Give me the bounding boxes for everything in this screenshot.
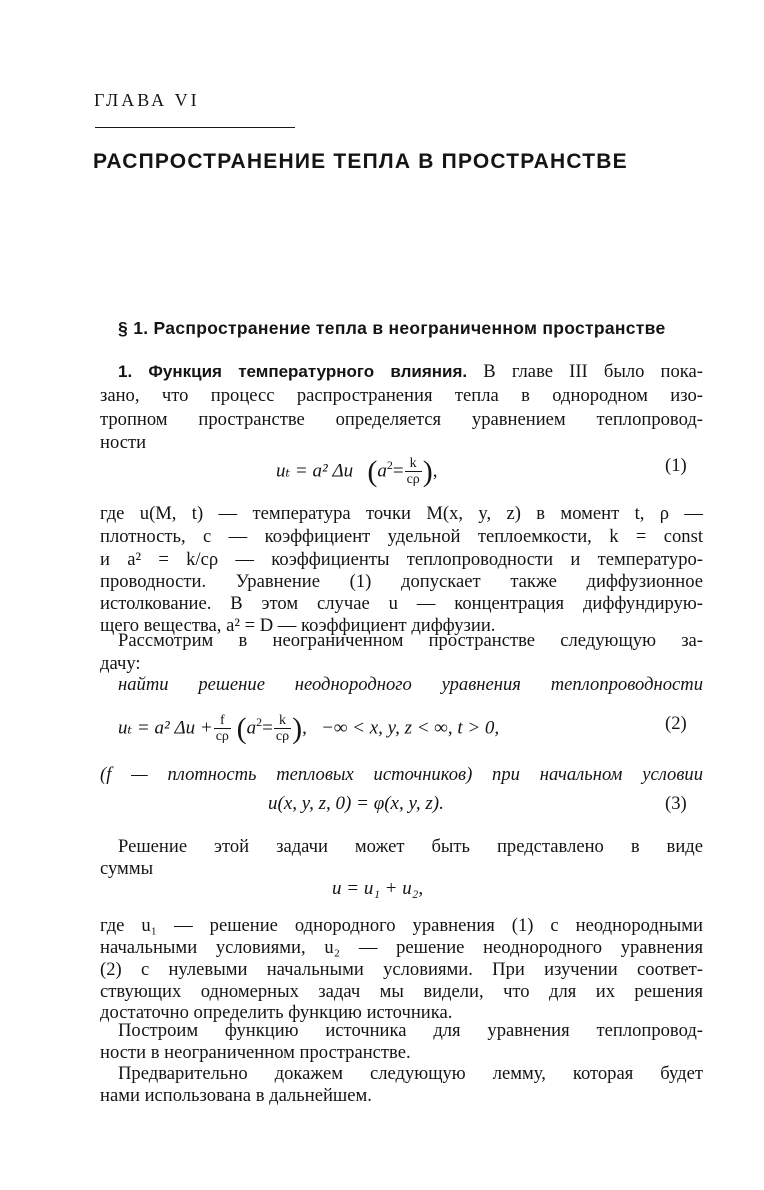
paragraph-line: зано, что процесс распространения тепла в однородном изо- (100, 385, 703, 406)
equation-lhs: uₜ = a² Δu + (118, 717, 213, 739)
paragraph-line: найти решение неоднородного уравнения теплопроводности (118, 674, 703, 695)
fraction-numerator: k (274, 713, 291, 729)
paragraph-line: (f — плотность тепловых источников) при начальном условии (100, 764, 703, 785)
equation-number-2: (2) (665, 713, 687, 734)
fraction (214, 713, 231, 744)
paragraph-line: суммы (100, 858, 154, 879)
paragraph-line: плотность, c — коэффициент удельной теплоемкости, k = const (100, 526, 703, 547)
paragraph-line: где u(M, t) — температура точки M(x, y, z) в момент t, ρ — (100, 503, 703, 524)
paragraph-line: ности (100, 432, 147, 453)
chapter-rule (95, 127, 295, 128)
paragraph-line: Рассмотрим в неограниченном пространстве следующую за- (118, 630, 703, 651)
equation-lhs: uₜ = a² Δu (276, 460, 354, 482)
equation-4 (332, 876, 423, 902)
fraction-denominator: cρ (406, 472, 420, 488)
fraction-denominator: cρ (215, 729, 229, 745)
fraction (405, 456, 422, 487)
paragraph-line: где u₁ — решение однородного уравнения (1) с неоднородными (100, 915, 703, 936)
equation-1: uₜ = a² Δu ($a^2=$ $\frac{k}{c\rho}$ ), (276, 454, 438, 488)
paragraph-line: ности в неограниченном пространстве. (100, 1042, 411, 1063)
paragraph-line: (2) с нулевыми начальными условиями. При изучении соответ- (100, 959, 703, 980)
equation-number-3: (3) (665, 793, 687, 814)
paragraph-line: ствующих одномерных задач мы видели, что для их решения (100, 981, 703, 1002)
fraction-denominator: cρ (275, 729, 290, 745)
paragraph-line: щего вещества, a² = D — коэффициент диффузии. (100, 615, 496, 636)
chapter-label: ГЛАВА VI (94, 90, 200, 110)
section-title: § 1. Распространение тепла в неограниченном пространстве (118, 318, 666, 338)
equation-condition: −∞ < x, y, z < ∞, t > 0, (321, 717, 500, 739)
fraction-numerator: k (405, 456, 422, 472)
paragraph-line: нами использована в дальнейшем. (100, 1085, 372, 1106)
text-span: В главе III было пока- (483, 361, 703, 382)
equation-number-1: (1) (665, 455, 687, 476)
paragraph-line: и a² = k/cρ — коэффициенты теплопроводности и температуро- (100, 549, 703, 570)
paragraph-line: Решение этой задачи может быть представлено в виде (118, 836, 703, 857)
paragraph-lead: 1. Функция температурного влияния. (118, 362, 468, 381)
paragraph-line: тропном пространстве определяется уравнением теплопровод- (100, 409, 703, 430)
paragraph-line: достаточно определить функцию источника. (100, 1002, 453, 1023)
equation-body: u = u₁ + u₂, (332, 878, 424, 899)
equation-2: uₜ = a² Δu + $\frac{f}{c\rho}$ ($a^2=$ $\frac{k}{c\rho}$ ), −∞ < x, y, z < ∞, t > 0, (118, 711, 500, 745)
fraction-numerator: f (214, 713, 231, 729)
equation-body: u(x, y, z, 0) = φ(x, y, z). (268, 793, 444, 814)
paragraph-line: Предварительно докажем следующую лемму, которая будет (118, 1063, 703, 1084)
paragraph-line (118, 360, 703, 384)
paragraph-line: начальными условиями, u₂ — решение неоднородного уравнения (100, 937, 703, 958)
paragraph-line: истолкование. В этом случае u — концентрация диффундирую- (100, 593, 703, 614)
paragraph-line: дачу: (100, 653, 141, 674)
paragraph-line: Построим функцию источника для уравнения теплопровод- (118, 1020, 703, 1041)
chapter-title: РАСПРОСТРАНЕНИЕ ТЕПЛА В ПРОСТРАНСТВЕ (93, 150, 628, 173)
paragraph-line: проводности. Уравнение (1) допускает также диффузионное (100, 571, 703, 592)
fraction (274, 713, 291, 744)
equation-3 (268, 791, 444, 817)
